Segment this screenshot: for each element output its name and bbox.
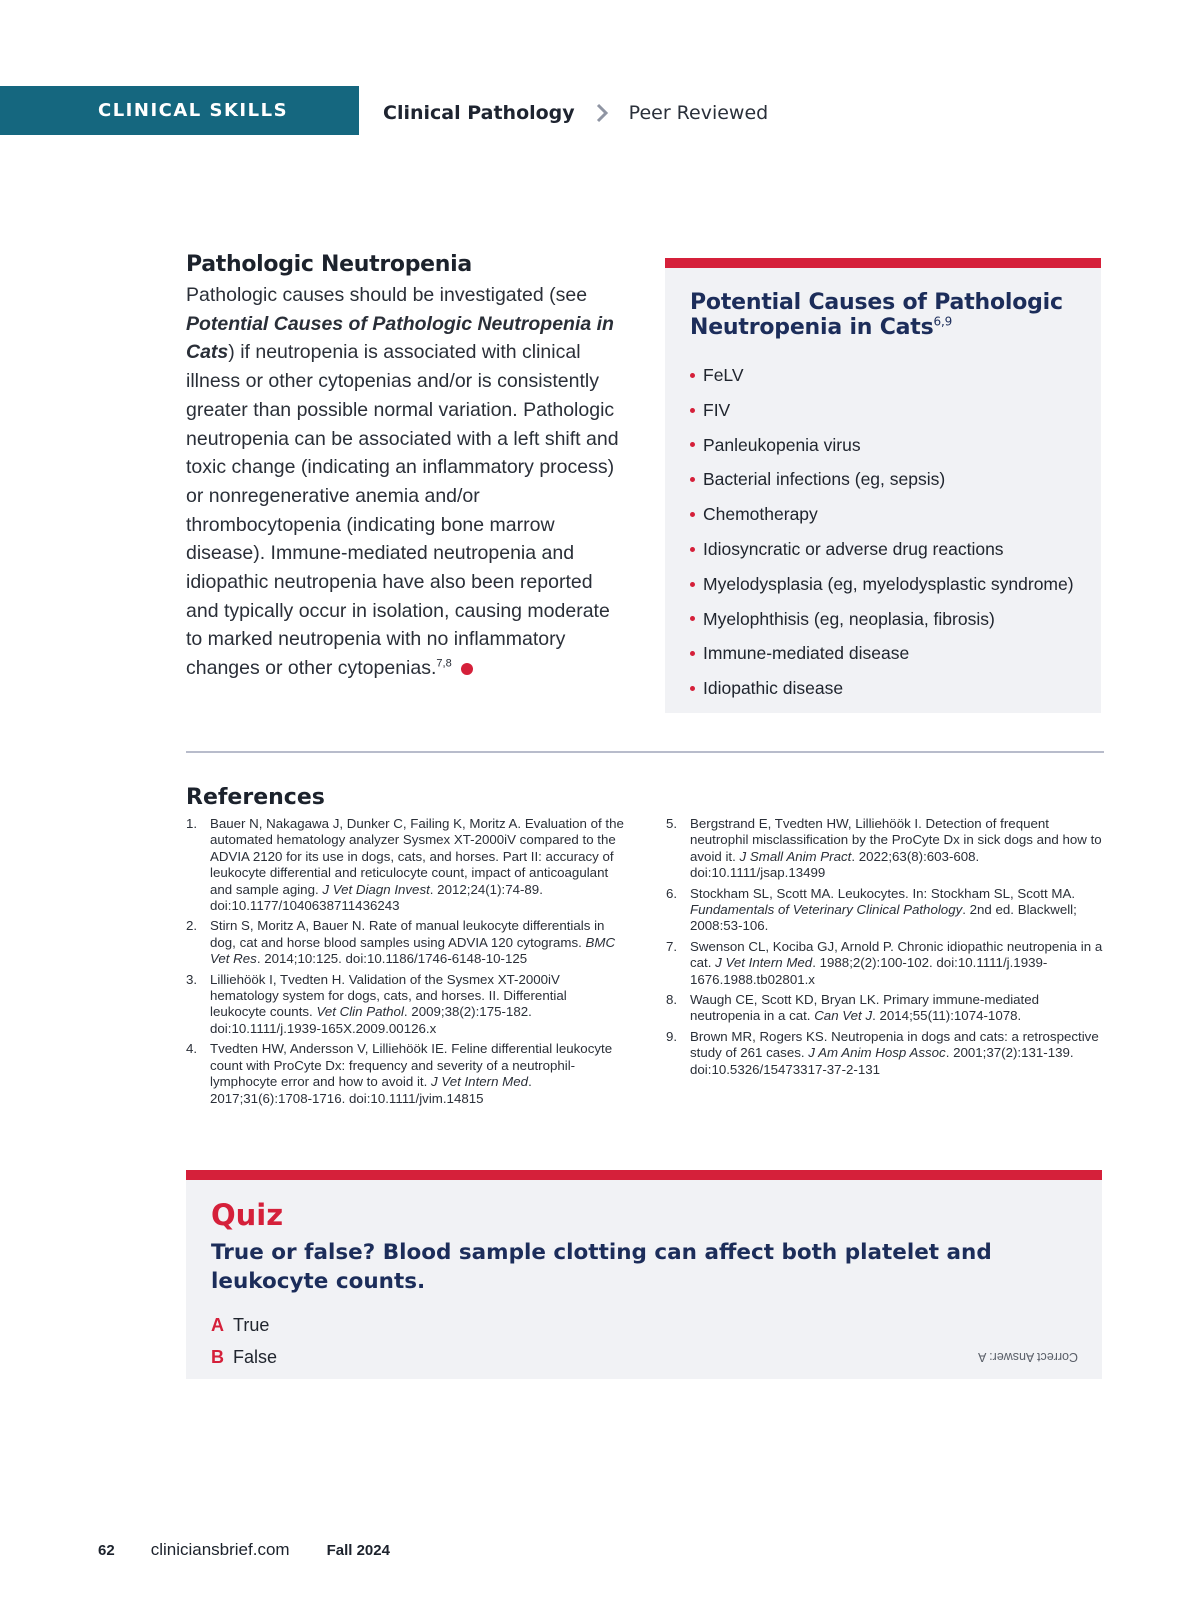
list-item-text: Myelodysplasia (eg, myelodysplastic syndrome): [703, 573, 1074, 594]
bullet-icon: [690, 582, 695, 587]
section-tab: [0, 86, 359, 135]
sidebar-reference-link: Potential Causes of Pathologic Neutropenia in Cats: [186, 312, 614, 364]
quiz-option-b[interactable]: [211, 1347, 277, 1368]
list-item-text: Chemotherapy: [703, 504, 818, 525]
reference-journal: J Am Anim Hosp Assoc: [808, 1045, 946, 1061]
reference-details: . 2014;10:125. doi:10.1186/1746-6148-10-125: [256, 951, 528, 967]
reference-authors-title: Stirn S, Moritz A, Bauer N. Rate of manual leukocyte differentials in dog, cat and horse blood samples using ADVIA 120 cytograms.: [210, 918, 605, 950]
list-item: [690, 462, 1101, 497]
article-section: [186, 252, 626, 683]
site-url[interactable]: cliniciansbrief.com: [150, 1540, 290, 1559]
quiz-option-a[interactable]: [211, 1315, 269, 1336]
list-item-text: FIV: [703, 399, 731, 420]
reference-text: [690, 992, 1106, 1025]
reference-details: . 1988;2(2):100-102. doi:10.1111/j.1939-1676.1988.tb02801.x: [690, 955, 1048, 987]
reference-details: . 2017;31(6):1708-1716. doi:10.1111/jvim.14815: [210, 1074, 532, 1106]
reference-item: [186, 816, 626, 914]
page-number: 62: [98, 1542, 115, 1559]
reference-number: 4.: [186, 1041, 198, 1057]
reference-details: . 2012;24(1):74-89. doi:10.1177/1040638711436243: [210, 881, 543, 914]
reference-details: . 2022;63(8):603-608. doi:10.1111/jsap.13499: [690, 848, 980, 881]
reference-details: . 2009;38(2):175-182. doi:10.1111/j.1939-165X.2009.00126.x: [210, 1004, 532, 1036]
reference-text: [210, 972, 626, 1038]
reference-authors-title: Lilliehöök I, Tvedten H. Validation of the Sysmex XT-2000iV hematology system for dogs, cats, and horses. II. Differential leukocyte counts.: [210, 971, 567, 1020]
reference-details: . 2nd ed. Blackwell; 2008:53-106.: [690, 902, 1077, 934]
issue-label: Fall 2024: [326, 1542, 390, 1559]
reference-text: [210, 1041, 626, 1107]
reference-text: [690, 939, 1106, 988]
list-item: [690, 671, 1101, 706]
reference-item: [186, 1041, 626, 1107]
reference-authors-title: Tvedten HW, Andersson V, Lilliehöök IE. Feline differential leukocyte count with ProCyte Dx: frequency and severity of a neutrophil-lymphocyte error and how to avoid it.: [210, 1041, 613, 1090]
references-column-right: [666, 816, 1106, 1082]
bullet-icon: [690, 547, 695, 552]
list-item: [690, 602, 1101, 637]
reference-item: [666, 816, 1106, 882]
option-letter: B: [211, 1347, 224, 1367]
reference-text: [690, 1029, 1106, 1078]
bullet-icon: [690, 408, 695, 413]
quiz-box: [186, 1170, 1102, 1379]
references-column-left: [186, 816, 626, 1111]
reference-journal: J Vet Intern Med: [715, 955, 813, 971]
paragraph-intro: Pathologic causes should be investigated (see: [186, 284, 588, 306]
bullet-icon: [690, 373, 695, 378]
reference-journal: Vet Clin Pathol: [316, 1004, 404, 1020]
breadcrumb-item-clinical-pathology[interactable]: Clinical Pathology: [383, 102, 575, 124]
citation: 7,8: [436, 657, 452, 670]
reference-text: [690, 816, 1106, 882]
article-heading: Pathologic Neutropenia: [186, 252, 472, 277]
reference-item: [666, 939, 1106, 988]
quiz-question: True or false? Blood sample clotting can affect both platelet and leukocyte counts.: [211, 1240, 992, 1294]
option-text: False: [233, 1347, 278, 1367]
sidebar-citation: 6,9: [933, 314, 953, 329]
reference-details: . 2001;37(2):131-139. doi:10.5326/15473317-37-2-131: [690, 1045, 1074, 1077]
sidebar-title: [690, 290, 1101, 340]
end-mark-icon: [461, 663, 473, 675]
reference-authors-title: Stockham SL, Scott MA. Leukocytes. In: Stockham SL, Scott MA.: [690, 885, 1076, 901]
reference-journal: J Vet Diagn Invest: [322, 881, 430, 897]
reference-item: [666, 992, 1106, 1025]
reference-number: 3.: [186, 971, 198, 987]
reference-text: [690, 886, 1106, 935]
reference-authors-title: Bergstrand E, Tvedten HW, Lilliehöök I. Detection of frequent neutrophil misclassification by the ProCyte Dx in sick dogs and how to avoid it.: [690, 816, 1102, 864]
list-item: [690, 532, 1101, 567]
section-divider: [186, 751, 1104, 753]
list-item-text: Idiosyncratic or adverse drug reactions: [703, 538, 1004, 559]
option-letter: A: [211, 1315, 224, 1335]
reference-number: 9.: [666, 1028, 678, 1044]
list-item-text: FeLV: [703, 365, 744, 385]
reference-authors-title: Swenson CL, Kociba GJ, Arnold P. Chronic idiopathic neutropenia in a cat.: [690, 938, 1103, 971]
bullet-icon: [690, 442, 695, 447]
list-item: [690, 358, 1101, 393]
chevron-right-icon: [595, 102, 609, 124]
reference-number: 1.: [186, 816, 198, 831]
reference-number: 5.: [666, 816, 678, 831]
bullet-icon: [690, 512, 695, 517]
quiz-label: Quiz: [211, 1198, 284, 1232]
section-label: CLINICAL SKILLS: [98, 100, 289, 121]
list-item-text: Panleukopenia virus: [703, 434, 861, 455]
option-text: True: [233, 1315, 270, 1335]
reference-text: [210, 816, 626, 914]
reference-text: [210, 918, 626, 967]
list-item: [690, 428, 1101, 463]
reference-journal: Can Vet J: [814, 1008, 873, 1024]
list-item: [690, 497, 1101, 532]
reference-details: . 2014;55(11):1074-1078.: [872, 1008, 1022, 1024]
list-item: [690, 636, 1101, 671]
list-item-text: Immune-mediated disease: [703, 643, 910, 664]
reference-journal: Fundamentals of Veterinary Clinical Pathology: [690, 902, 963, 918]
bullet-icon: [690, 616, 695, 621]
paragraph-body: ) if neutropenia is associated with clinical illness or other cytopenias and/or is consistently greater than possible normal variation. Pathologic neutropenia can be associated with a left shift and toxic change (indicating an inflammatory process) or nonregenerative anemia and/or thrombocytopenia (indicating bone marrow disease). Immune-mediated neutropenia and idiopathic neutropenia have also been reported and typically occur in isolation, causing moderate to marked neutropenia with no inflammatory changes or other cytopenias.: [186, 341, 619, 680]
references-title: References: [186, 785, 325, 810]
reference-journal: BMC Vet Res: [210, 934, 616, 967]
sidebar-title-text: Potential Causes of Pathologic Neutropenia in Cats: [690, 290, 1063, 340]
breadcrumb-item-peer-reviewed[interactable]: Peer Reviewed: [628, 102, 769, 124]
list-item-text: Myelophthisis (eg, neoplasia, fibrosis): [703, 608, 995, 629]
reference-item: [186, 972, 626, 1038]
bullet-icon: [690, 686, 695, 691]
reference-number: 7.: [666, 938, 678, 954]
reference-authors-title: Brown MR, Rogers KS. Neutropenia in dogs and cats: a retrospective study of 261 cases.: [690, 1028, 1099, 1061]
list-item-text: Bacterial infections (eg, sepsis): [703, 469, 946, 490]
list-item-text: Idiopathic disease: [703, 678, 844, 699]
reference-item: [186, 918, 626, 967]
reference-number: 8.: [666, 992, 678, 1008]
reference-authors-title: Waugh CE, Scott KD, Bryan LK. Primary immune-mediated neutropenia in a cat.: [690, 992, 1040, 1024]
causes-list: [690, 358, 1101, 706]
bullet-icon: [690, 651, 695, 656]
article-paragraph: [186, 281, 626, 683]
quiz-answer-upside-down: Correct Answer: A: [977, 1350, 1078, 1364]
breadcrumb: [383, 98, 768, 128]
reference-journal: J Vet Intern Med: [430, 1074, 529, 1090]
bullet-icon: [690, 477, 695, 482]
reference-authors-title: Bauer N, Nakagawa J, Dunker C, Failing K, Moritz A. Evaluation of the automated hematology analyzer Sysmex XT-2000iV compared to the ADVIA 2120 for its use in dogs, cats, and horses. Part II: accuracy of leukocyte differential and reticulocyte count, impact of anticoagulant and sample aging.: [210, 816, 624, 897]
list-item: [690, 567, 1101, 602]
reference-item: [666, 886, 1106, 935]
page-footer: [98, 1540, 390, 1560]
reference-item: [666, 1029, 1106, 1078]
reference-number: 2.: [186, 918, 198, 934]
causes-sidebar: [665, 258, 1101, 713]
list-item: [690, 393, 1101, 428]
reference-number: 6.: [666, 885, 678, 901]
reference-journal: J Small Anim Pract: [739, 848, 852, 864]
